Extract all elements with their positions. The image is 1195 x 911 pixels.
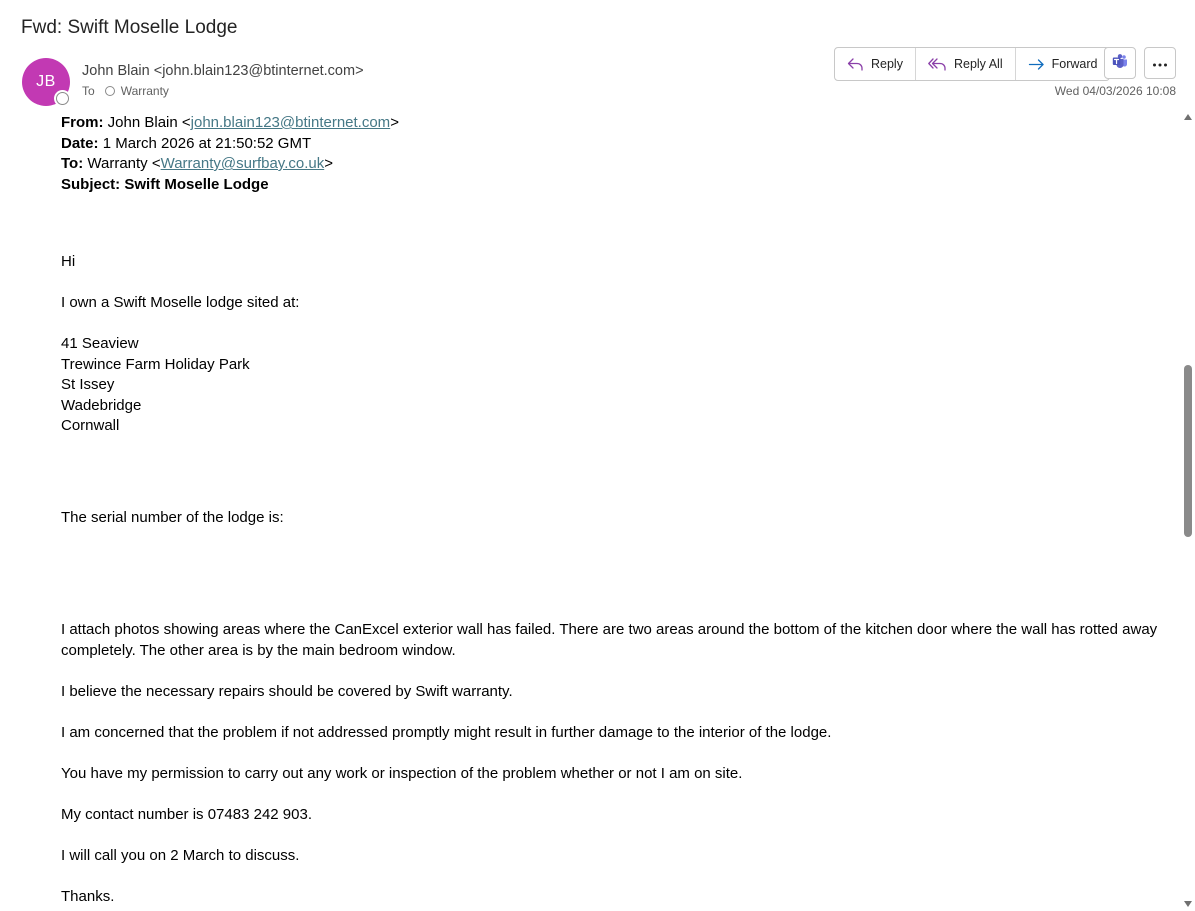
from-name: John Blain < — [107, 114, 191, 131]
reply-all-label: Reply All — [953, 57, 1003, 71]
address-line: Trewince Farm Holiday Park — [61, 355, 250, 373]
warranty-paragraph: I believe the necessary repairs should be covered by Swift warranty. — [61, 682, 513, 700]
contact-paragraph: My contact number is 07483 242 903. — [61, 805, 312, 823]
scroll-up-arrow-icon[interactable] — [1184, 114, 1192, 120]
address-line: Cornwall — [61, 417, 120, 434]
forwarded-to-line — [61, 154, 1176, 175]
address-line: 41 Seaview — [61, 335, 139, 352]
to-email-link[interactable]: Warranty@surfbay.co.uk — [160, 155, 325, 172]
permission-paragraph: You have my permission to carry out any work or inspection of the problem whether or not I am on site. — [61, 764, 743, 782]
teams-chat-button[interactable] — [1104, 47, 1136, 79]
to-name: Warranty < — [87, 155, 161, 172]
received-date: Wed 04/03/2026 10:08 — [1054, 84, 1176, 98]
forwarded-from-line — [61, 113, 1176, 134]
forwarded-subject-line — [61, 175, 1176, 196]
email-body — [61, 113, 1176, 907]
forward-label: Forward — [1051, 57, 1098, 71]
sender-name[interactable]: John Blain <john.blain123@btinternet.com> — [82, 63, 364, 79]
address-line: St Issey — [61, 376, 115, 393]
forwarded-date-line — [61, 134, 1176, 155]
scrollbar-thumb[interactable] — [1184, 365, 1192, 537]
scroll-down-arrow-icon[interactable] — [1184, 901, 1192, 907]
from-email-link[interactable]: john.blain123@btinternet.com — [190, 114, 391, 131]
avatar-initials: JB — [36, 73, 56, 90]
serial-text: The serial number of the lodge is: — [61, 508, 284, 526]
email-subject: Fwd: Swift Moselle Lodge — [21, 17, 238, 38]
more-icon — [1152, 54, 1168, 72]
more-actions-button[interactable] — [1144, 47, 1176, 79]
reply-button[interactable] — [835, 48, 916, 80]
to-close: > — [324, 155, 333, 172]
recipient-line — [82, 84, 169, 98]
presence-status-icon — [56, 92, 69, 105]
reply-icon — [847, 57, 864, 72]
address-line: Wadebridge — [61, 396, 142, 414]
recipient-name[interactable]: Warranty — [120, 84, 169, 98]
teams-icon — [1112, 53, 1128, 74]
subject-label: Subject: — [61, 175, 121, 193]
concern-paragraph: I am concerned that the problem if not addressed promptly might result in further damage to the interior of the lodge. — [61, 723, 832, 741]
to-label: To — [82, 84, 95, 98]
subject-value: Swift Moselle Lodge — [124, 175, 269, 193]
recipient-presence-icon — [105, 86, 115, 96]
from-close: > — [390, 114, 399, 131]
call-paragraph: I will call you on 2 March to discuss. — [61, 846, 300, 864]
greeting: Hi — [61, 253, 76, 270]
photos-paragraph: I attach photos showing areas where the CanExcel exterior wall has failed. There are two areas around the bottom of the kitchen door where the wall has rotted away completely. The other area is by the main bedroom window. — [61, 621, 1158, 659]
reply-all-button[interactable] — [916, 48, 1016, 80]
vertical-scrollbar[interactable] — [1181, 112, 1195, 911]
from-label: From: — [61, 114, 104, 131]
forward-icon — [1028, 57, 1045, 72]
intro-text: I own a Swift Moselle lodge sited at: — [61, 294, 300, 311]
reply-label: Reply — [871, 57, 903, 71]
forward-button[interactable] — [1016, 48, 1110, 80]
date-value: 1 March 2026 at 21:50:52 GMT — [102, 134, 312, 152]
message-actions-toolbar — [834, 47, 1110, 81]
date-label: Date: — [61, 134, 99, 152]
to-label-fwd: To: — [61, 155, 84, 172]
signoff: Thanks. — [61, 887, 115, 905]
reply-all-icon — [928, 57, 947, 72]
